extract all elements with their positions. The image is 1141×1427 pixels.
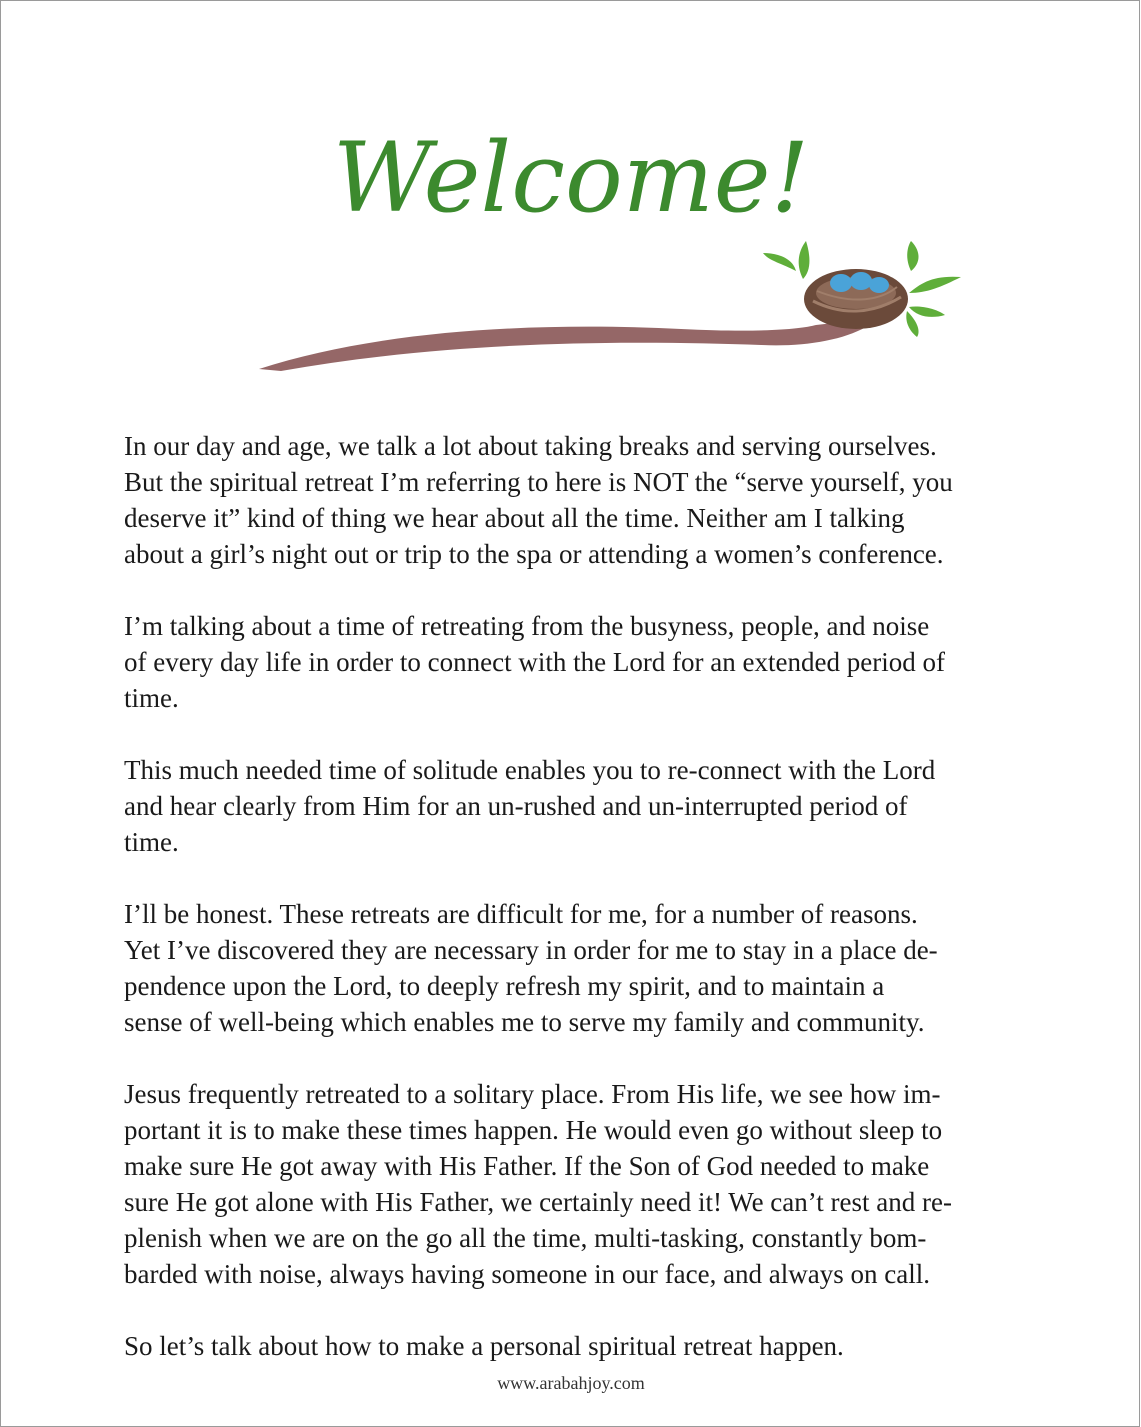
leaf-shape [763,253,796,271]
leaf-shape [799,241,810,279]
branch-with-nest-illustration [241,231,981,381]
leaf-shape [909,277,961,293]
footer-url: www.arabahjoy.com [497,1373,645,1393]
body-text [124,428,1034,1400]
branch-shape [259,321,866,371]
paragraph: So let’s talk about how to make a personal spiritual retreat happen. [124,1331,844,1361]
paragraph: Jesus frequently retreated to a solitary place. From His life, we see how im- portant it is to make these times happen. He would even go without sleep to make sure He got away with His Father. If the Son of God needed to make sure He got alone with His Father, we certainly need it! We can’t rest and re- plenish when we are on the go all the time, multi-tasking, constantly bom- barded with noise, always having someone in our face, and always on call. [124,1079,952,1289]
welcome-title [332,101,810,251]
welcome-title-text: Welcome! [332,122,810,234]
egg-shape [869,277,889,293]
leaf-shape [909,306,945,316]
egg-shape [830,274,852,292]
egg-shape [850,272,872,290]
paragraph: In our day and age, we talk a lot about taking breaks and serving ourselves. But the spiritual retreat I’m referring to here is NOT the “serve yourself, you deserve it” kind of thing we hear about all the time. Neither am I talking about a girl’s night out or trip to the spa or attending a women’s conference. [124,431,953,569]
paragraph: I’m talking about a time of retreating from the busyness, people, and noise of every day life in order to connect with the Lord for an extended period of time. [124,611,945,713]
leaf-shape [906,311,918,337]
leaf-shape [907,241,918,271]
paragraph: This much needed time of solitude enables you to re-connect with the Lord and hear clearly from Him for an un-rushed and un-interrupted period of time. [124,755,936,857]
heading [1,101,1141,251]
paragraph: I’ll be honest. These retreats are difficult for me, for a number of reasons. Yet I’ve discovered they are necessary in order for me to stay in a place de- pendence upon the Lord, to deeply refresh my spirit, and to maintain a sense of well-being which enables me to serve my family and community. [124,899,938,1037]
